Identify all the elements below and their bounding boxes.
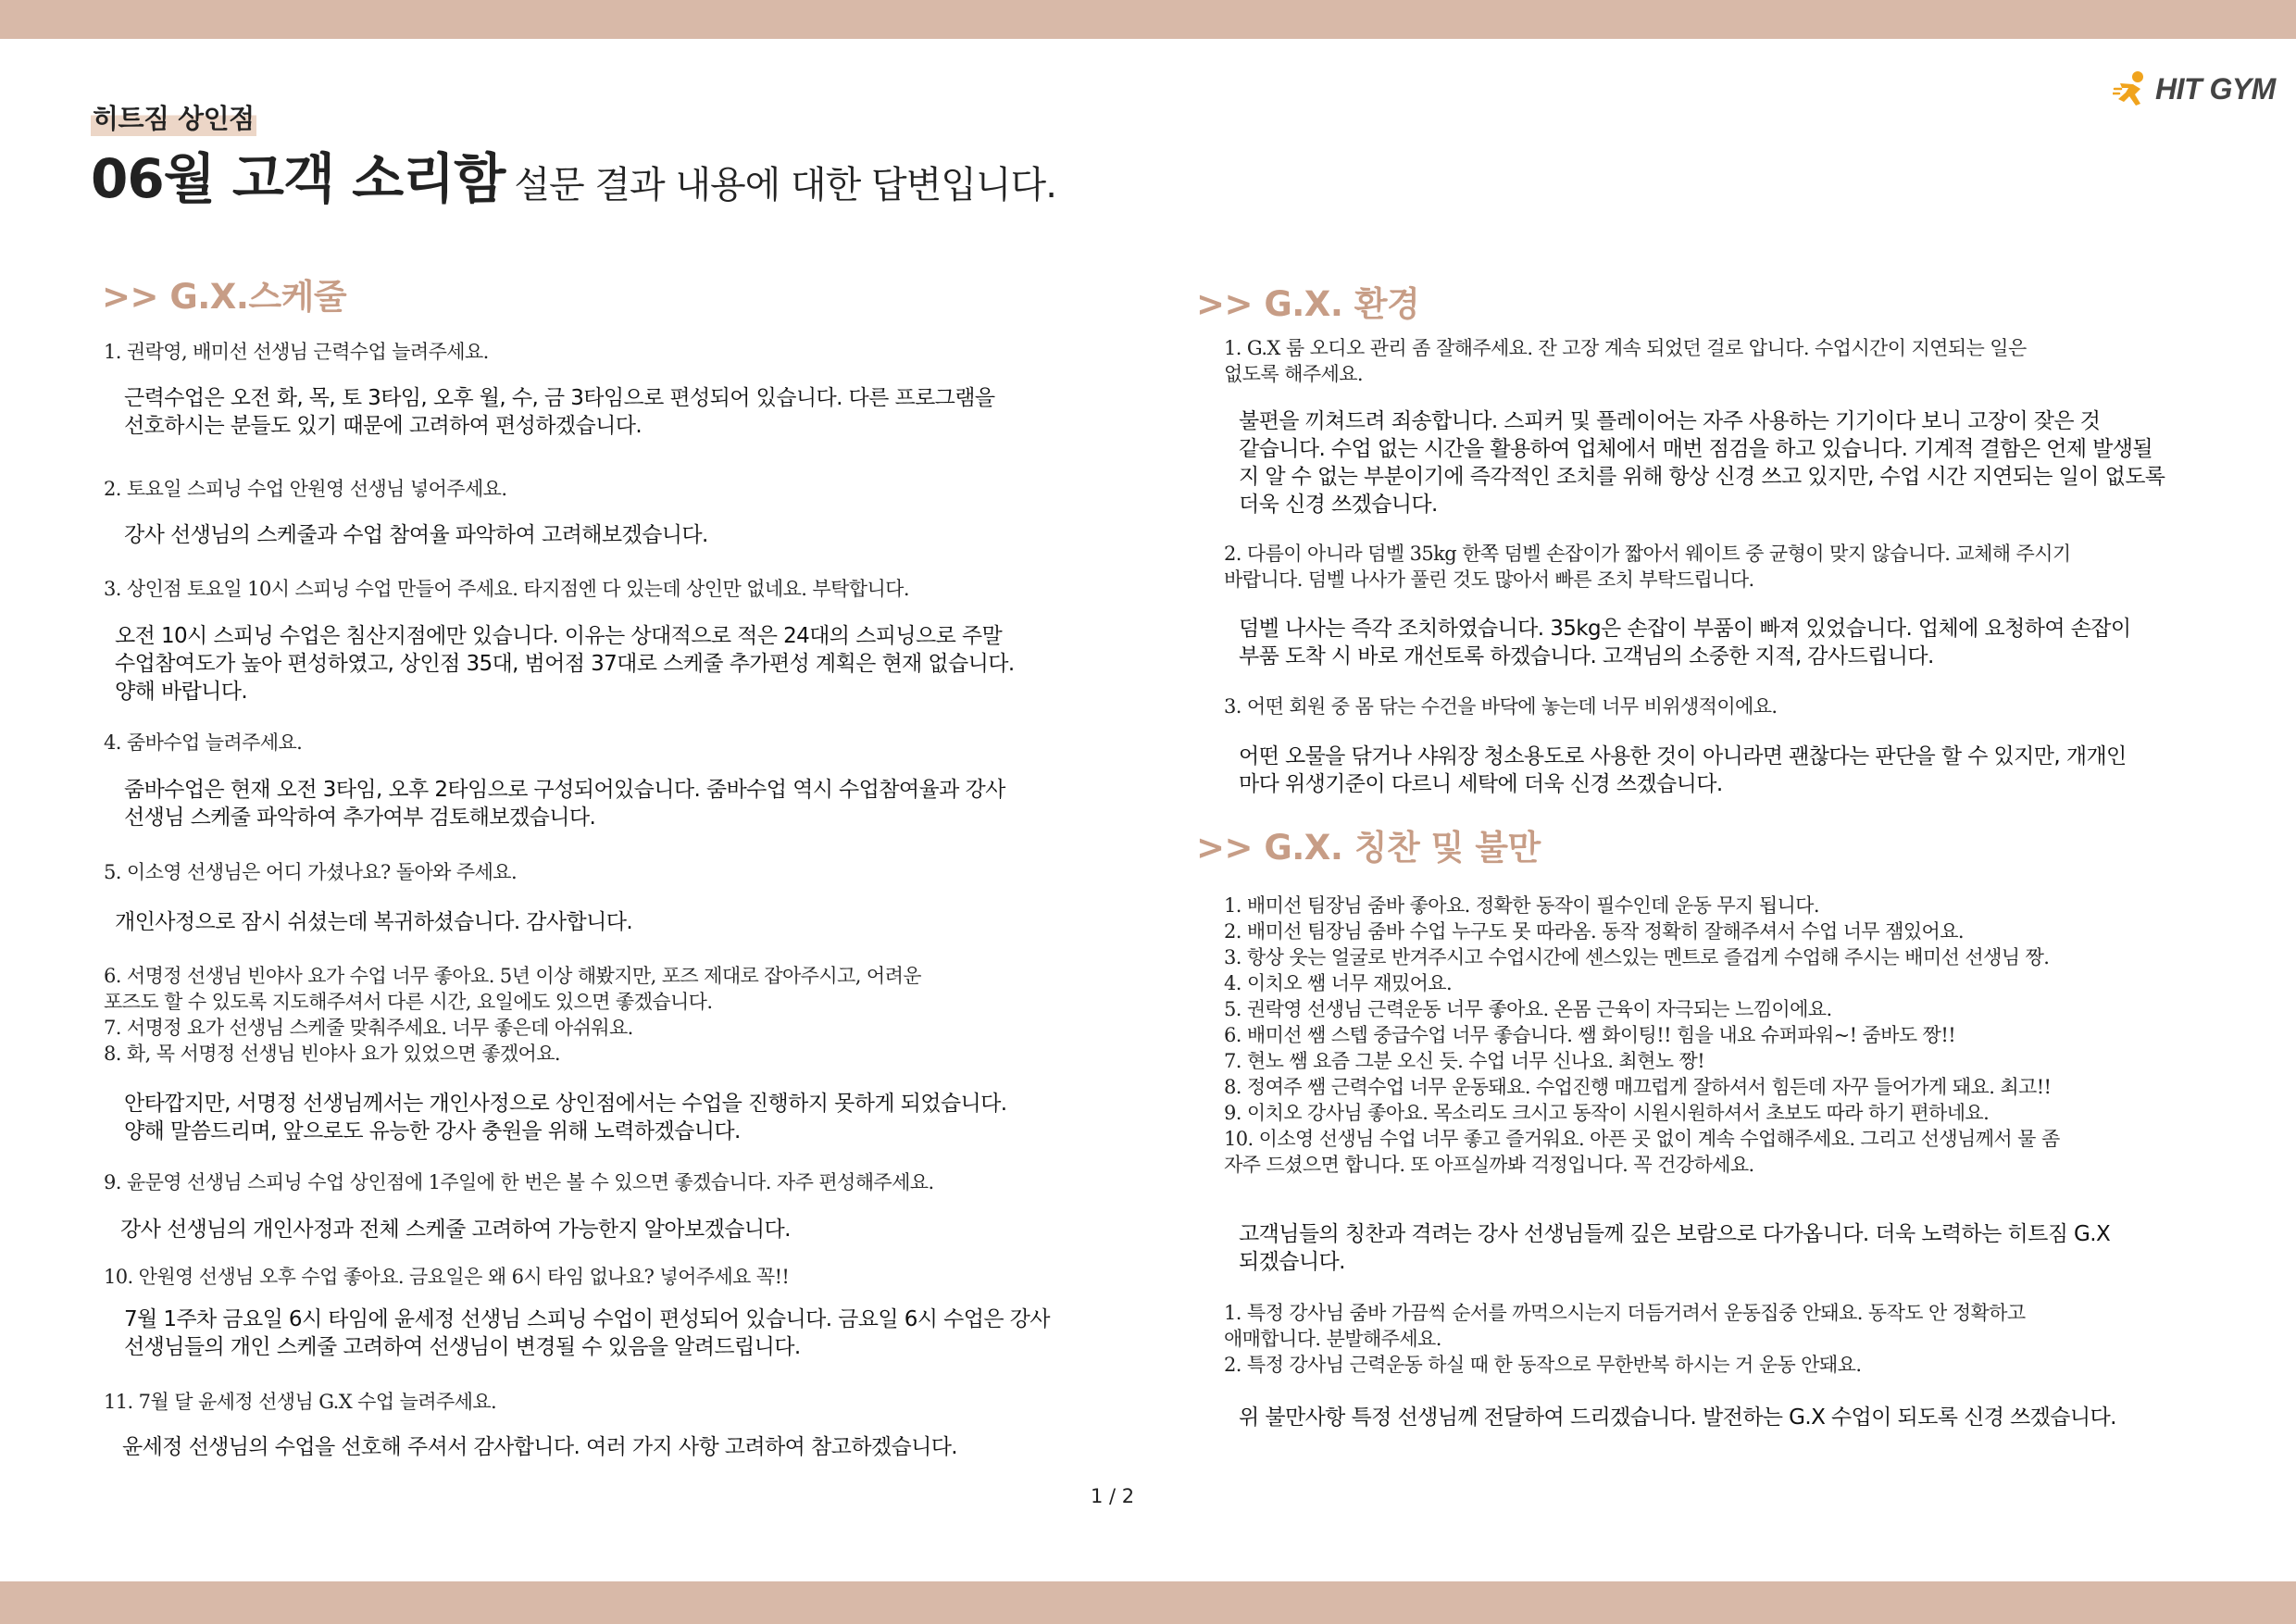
environment-answer-2: 덤벨 나사는 즉각 조치하였습니다. 35kg은 손잡이 부품이 빠져 있었습니다. 업체에 요청하여 손잡이 부품 도착 시 바로 개선토록 하겠습니다. 고객님의 소중한 지적, 감사드립니다. [1239,617,2131,668]
schedule-question-2: 2. 토요일 스피닝 수업 안원영 선생님 넣어주세요. [104,478,507,500]
schedule-answer-6-8: 안타깝지만, 서명정 선생님께서는 개인사정으로 상인점에서는 수업을 진행하지 못하게 되었습니다. 양해 말씀드리며, 앞으로도 유능한 강사 충원을 위해 노력하겠습니다. [124,1092,1007,1143]
environment-heading: >> G.X. 환경 [1196,284,1420,324]
top-band [0,0,2296,39]
bottom-band [0,1581,2296,1624]
title-sub: 설문 결과 내용에 대한 답변입니다. [514,164,1056,206]
environment-answer-3: 어떤 오물을 닦거나 샤워장 청소용도로 사용한 것이 아니라면 괜찮다는 판단을 할 수 있지만, 개개인 마다 위생기준이 다르니 세탁에 더욱 신경 쓰겠습니다. [1239,744,2127,796]
schedule-answer-3: 오전 10시 스피닝 수업은 침산지점에만 있습니다. 이유는 상대적으로 적은 24대의 스피닝으로 주말 수업참여도가 높아 편성하였고, 상인점 35대, 범어점 37대로 스케줄 추가편성 계획은 현재 없습니다. 양해 바랍니다. [115,624,1015,704]
running-person-icon [2113,70,2153,107]
schedule-answer-11: 윤세정 선생님의 수업을 선호해 주셔서 감사합니다. 여러 가지 사항 고려하여 참고하겠습니다. [122,1435,958,1459]
praise-answer: 고객님들의 칭찬과 격려는 강사 선생님들께 깊은 보람으로 다가옵니다. 더욱 노력하는 히트짐 G.X 되겠습니다. [1239,1222,2111,1274]
title-main: 06월 고객 소리함 [91,147,505,210]
complaints-list: 1. 특정 강사님 줌바 가끔씩 순서를 까먹으시는지 더듬거려서 운동집중 안돼요. 동작도 안 정확하고 애매합니다. 분발해주세요. 2. 특정 강사님 근력운동 하실 때 한 동작으로 무한반복 하시는 거 운동 안돼요. [1224,1302,2026,1376]
logo-text: HIT GYM [2155,71,2276,106]
schedule-answer-1: 근력수업은 오전 화, 목, 토 3타임, 오후 월, 수, 금 3타임으로 편성되어 있습니다. 다른 프로그램을 선호하시는 분들도 있기 때문에 고려하여 편성하겠습니다. [124,386,995,438]
page-title [91,135,1056,213]
schedule-question-9: 9. 윤문영 선생님 스피닝 수업 상인점에 1주일에 한 번은 볼 수 있으면 좋겠습니다. 자주 편성해주세요. [104,1171,934,1193]
hitgym-logo [2113,70,2276,107]
environment-question-3: 3. 어떤 회원 중 몸 닦는 수건을 바닥에 놓는데 너무 비위생적이에요. [1224,695,1778,718]
schedule-answer-4: 줌바수업은 현재 오전 3타임, 오후 2타임으로 구성되어있습니다. 줌바수업 역시 수업참여율과 강사 선생님 스케줄 파악하여 추가여부 검토해보겠습니다. [124,778,1005,830]
schedule-question-1: 1. 권락영, 배미선 선생님 근력수업 늘려주세요. [104,341,489,363]
schedule-answer-5: 개인사정으로 잠시 쉬셨는데 복귀하셨습니다. 감사합니다. [115,910,633,934]
praise-list: 1. 배미선 팀장님 줌바 좋아요. 정확한 동작이 필수인데 운동 무지 됩니다. 2. 배미선 팀장님 줌바 수업 누구도 못 따라옴. 동작 정확히 잘해주셔서 수업 너무 잼있어요. 3. 항상 웃는 얼굴로 반겨주시고 수업시간에 센스있는 멘트로 즐겁게 수업해 주시는 배미선 선생님 짱. 4. 이치오 쌤 너무 재밌어요. 5. 권락영 선생님 근력운동 너무 좋아요. 온몸 근육이 자극되는 느낌이에요. 6. 배미선 쌤 스텝 중급수업 너무 좋습니다. 쌤 화이팅!! 힘을 내요 슈퍼파워~! 줌바도 짱!! 7. 현노 쌤 요즘 그분 오신 듯. 수업 너무 신나요. 최현노 짱! 8. 정여주 쌤 근력수업 너무 운동돼요. 수업진행 매끄럽게 잘하셔서 힘든데 자꾸 들어가게 돼요. 최고!! 9. 이치오 강사님 좋아요. 목소리도 크시고 동작이 시원시원하셔서 초보도 따라 하기 편하네요. 10. 이소영 선생님 수업 너무 좋고 즐거워요. 아픈 곳 없이 계속 수업해주세요. 그리고 선생님께서 물 좀 자주 드셨으면 합니다. 또 아프실까봐 걱정입니다. 꼭 건강하세요. [1224,894,2060,1176]
page-number: 1 / 2 [1091,1485,1135,1507]
store-label: 히트짐 상인점 [91,98,256,136]
schedule-answer-10: 7월 1주차 금요일 6시 타임에 윤세정 선생님 스피닝 수업이 편성되어 있습니다. 금요일 6시 수업은 강사 선생님들의 개인 스케줄 고려하여 선생님이 변경될 수 있음을 알려드립니다. [124,1307,1050,1359]
schedule-question-4: 4. 줌바수업 늘려주세요. [104,731,303,754]
environment-question-1: 1. G.X 룸 오디오 관리 좀 잘해주세요. 잔 고장 계속 되었던 걸로 압니다. 수업시간이 지연되는 일은 없도록 해주세요. [1224,337,2027,385]
environment-answer-1: 불편을 끼쳐드려 죄송합니다. 스피커 및 플레이어는 자주 사용하는 기기이다 보니 고장이 잦은 것 같습니다. 수업 없는 시간을 활용하여 업체에서 매번 점검을 하고 있습니다. 기계적 결함은 언제 발생될 지 알 수 없는 부분이기에 즉각적인 조치를 위해 항상 신경 쓰고 있지만, 수업 시간 지연되는 일이 없도록 더욱 신경 쓰겠습니다. [1239,409,2165,517]
complaints-answer: 위 불만사항 특정 선생님께 전달하여 드리겠습니다. 발전하는 G.X 수업이 되도록 신경 쓰겠습니다. [1239,1405,2116,1430]
environment-question-2: 2. 다름이 아니라 덤벨 35kg 한쪽 덤벨 손잡이가 짧아서 웨이트 중 균형이 맞지 않습니다. 교체해 주시기 바랍니다. 덤벨 나사가 풀린 것도 많아서 빠른 조치 부탁드립니다. [1224,543,2071,591]
schedule-heading: >> G.X.스케줄 [102,277,347,317]
schedule-question-5: 5. 이소영 선생님은 어디 가셨나요? 돌아와 주세요. [104,861,518,883]
schedule-question-10: 10. 안원영 선생님 오후 수업 좋아요. 금요일은 왜 6시 타임 없나요? 넣어주세요 꼭!! [104,1266,790,1288]
schedule-question-3: 3. 상인점 토요일 10시 스피닝 수업 만들어 주세요. 타지점엔 다 있는데 상인만 없네요. 부탁합니다. [104,578,909,600]
schedule-question-6-8: 6. 서명정 선생님 빈야사 요가 수업 너무 좋아요. 5년 이상 해봤지만, 포즈 제대로 잡아주시고, 어려운 포즈도 할 수 있도록 지도해주셔서 다른 시간, 요일에도 있으면 좋겠습니다. 7. 서명정 요가 선생님 스케줄 맞춰주세요. 너무 좋은데 아쉬워요. 8. 화, 목 서명정 선생님 빈야사 요가 있었으면 좋겠어요. [104,965,921,1065]
schedule-answer-2: 강사 선생님의 스케줄과 수업 참여율 파악하여 고려해보겠습니다. [124,523,708,547]
schedule-question-11: 11. 7월 달 윤세정 선생님 G.X 수업 늘려주세요. [104,1391,497,1413]
feedback-heading: >> G.X. 칭찬 및 불만 [1196,828,1541,868]
schedule-answer-9: 강사 선생님의 개인사정과 전체 스케줄 고려하여 가능한지 알아보겠습니다. [120,1218,791,1242]
